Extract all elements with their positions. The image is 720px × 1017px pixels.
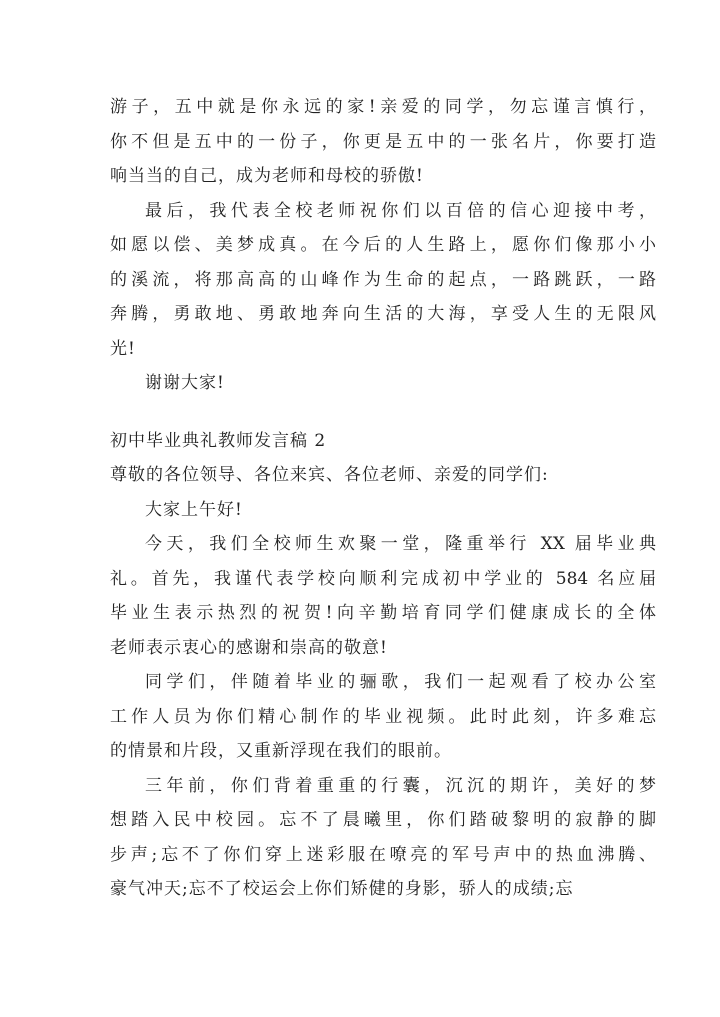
document-page [110, 90, 656, 907]
text-line: 的情景和片段，又重新浮现在我们的眼前。 [110, 741, 452, 761]
speech-part-1 [110, 90, 656, 401]
text-line: 游子，五中就是你永远的家!亲爱的同学，勿忘谨言慎行， [110, 97, 656, 117]
section-title: 初中毕业典礼教师发言稿 2 [110, 430, 327, 451]
text-line: 想踏入民中校园。忘不了晨曦里，你们踏破黎明的寂静的脚 [110, 810, 656, 830]
section-gap [110, 401, 656, 424]
text-line: 豪气冲天;忘不了校运会上你们矫健的身影，骄人的成绩;忘 [110, 879, 574, 899]
paragraph [110, 493, 656, 528]
text-line: 同学们，伴随着毕业的骊歌，我们一起观看了校办公室 [145, 672, 656, 692]
paragraph [110, 90, 656, 194]
text-line: 奔腾，勇敢地、勇敢地奔向生活的大海，享受人生的无限风 [110, 304, 656, 324]
salutation: 尊敬的各位领导、各位来宾、各位老师、亲爱的同学们: [110, 465, 549, 485]
paragraph [110, 769, 656, 907]
text-line: 你不但是五中的一份子，你更是五中的一张名片，你要打造 [110, 131, 656, 152]
text-line: 响当当的自己，成为老师和母校的骄傲! [110, 166, 424, 186]
text-line: 三年前，你们背着重重的行囊，沉沉的期许，美好的梦 [145, 775, 656, 796]
text-line: 毕业生表示热烈的祝贺!向辛勤培育同学们健康成长的全体 [110, 603, 656, 623]
text-line: 光! [110, 338, 136, 359]
text-line: 最后，我代表全校老师祝你们以百倍的信心迎接中考， [145, 200, 656, 221]
speech-part-2 [110, 493, 656, 907]
paragraph [110, 366, 656, 401]
text-line: 老师表示衷心的感谢和崇高的敬意! [110, 637, 388, 658]
text-line: 如愿以偿、美梦成真。在今后的人生路上，愿你们像那小小 [110, 235, 656, 255]
text-line: 步声;忘不了你们穿上迷彩服在嘹亮的军号声中的热血沸腾、 [110, 844, 656, 865]
text-line: 大家上午好! [145, 499, 243, 520]
text-line: 的溪流，将那高高的山峰作为生命的起点，一路跳跃，一路 [110, 269, 656, 290]
paragraph [110, 194, 656, 367]
text-line: 谢谢大家! [145, 373, 225, 393]
text-line: 礼。首先，我谨代表学校向顺利完成初中学业的 584 名应届 [110, 568, 656, 589]
text-line: 工作人员为你们精心制作的毕业视频。此时此刻，许多难忘 [110, 706, 656, 727]
text-line: 今天，我们全校师生欢聚一堂，隆重举行 XX 届毕业典 [145, 534, 656, 554]
paragraph [110, 527, 656, 665]
paragraph [110, 665, 656, 769]
